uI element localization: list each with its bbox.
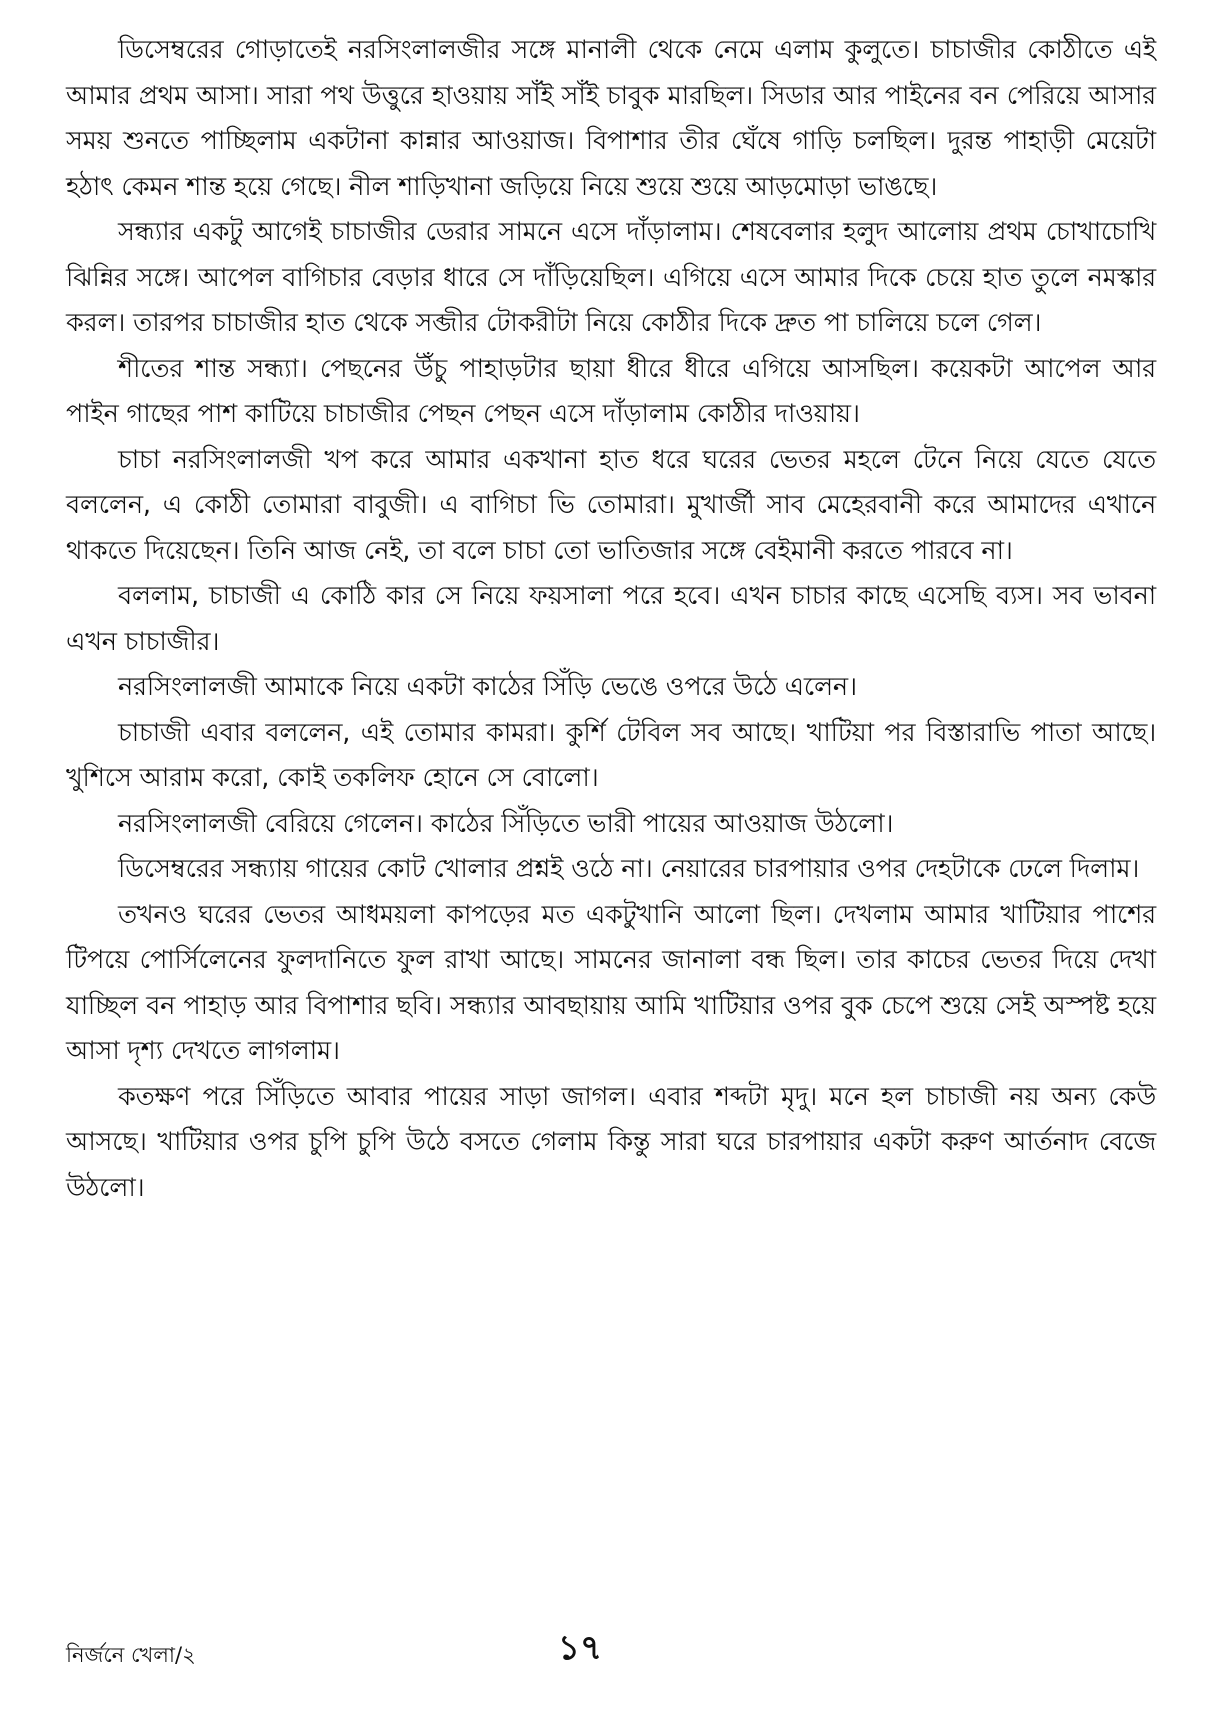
paragraph: চাচাজী এবার বললেন, এই তোমার কামরা। কুর্শি টেবিল সব আছে। খাটিয়া পর বিস্তারাভি পাতা আছে। খুশিসে আরাম করো, কোই তকলিফ হোনে সে বোলো। <box>66 717 1156 793</box>
paragraph: কতক্ষণ পরে সিঁড়িতে আবার পায়ের সাড়া জাগল। এবার শব্দটা মৃদু। মনে হল চাচাজী নয় অন্য কেউ আসছে। খাটিয়ার ওপর চুপি চুপি উঠে বসতে গেলাম কিন্তু সারা ঘরে চারপায়ার একটা করুণ আর্তনাদ বেজে উঠলো। <box>66 1081 1156 1203</box>
paragraph: ডিসেম্বরের গোড়াতেই নরসিংলালজীর সঙ্গে মানালী থেকে নেমে এলাম কুলুতে। চাচাজীর কোঠীতে এই আমার প্রথম আসা। সারা পথ উত্তুরে হাওয়ায় সাঁই সাঁই চাবুক মারছিল। সিডার আর পাইনের বন পেরিয়ে আসার সময় শুনতে পাচ্ছিলাম একটানা কান্নার আওয়াজ। বিপাশার তীর ঘেঁষে গাড়ি চলছিল। দুরন্ত পাহাড়ী মেয়েটা হঠাৎ কেমন শান্ত হয়ে গেছে। নীল শাড়িখানা জড়িয়ে নিয়ে শুয়ে শুয়ে আড়মোড়া ভাঙছে। <box>66 35 1156 202</box>
paragraph: নরসিংলালজী বেরিয়ে গেলেন। কাঠের সিঁড়িতে ভারী পায়ের আওয়াজ উঠলো। <box>118 808 894 839</box>
page-body <box>66 28 1156 1211</box>
paragraph: নরসিংলালজী আমাকে নিয়ে একটা কাঠের সিঁড়ি ভেঙে ওপরে উঠে এলেন। <box>118 672 857 702</box>
footer-book-title: নির্জনে খেলা/২ <box>66 1643 196 1667</box>
paragraph: তখনও ঘরের ভেতর আধময়লা কাপড়ের মত একটুখানি আলো ছিল। দেখলাম আমার খাটিয়ার পাশের টিপয়ে পোর্সিলেনের ফুলদানিতে ফুল রাখা আছে। সামনের জানালা বন্ধ ছিল। তার কাচের ভেতর দিয়ে দেখা যাচ্ছিল বন পাহাড় আর বিপাশার ছবি। সন্ধ্যার আবছায়ায় আমি খাটিয়ার ওপর বুক চেপে শুয়ে সেই অস্পষ্ট হয়ে আসা দৃশ্য দেখতে লাগলাম। <box>66 899 1156 1066</box>
paragraph: সন্ধ্যার একটু আগেই চাচাজীর ডেরার সামনে এসে দাঁড়ালাম। শেষবেলার হলুদ আলোয় প্রথম চোখাচোখি ঝিন্নির সঙ্গে। আপেল বাগিচার বেড়ার ধারে সে দাঁড়িয়েছিল। এগিয়ে এসে আমার দিকে চেয়ে হাত তুলে নমস্কার করল। তারপর চাচাজীর হাত থেকে সব্জীর টোকরীটা নিয়ে কোঠীর দিকে দ্রুত পা চালিয়ে চলে গেল। <box>66 217 1156 338</box>
page-number: ১৭ <box>557 1628 603 1668</box>
paragraph: শীতের শান্ত সন্ধ্যা। পেছনের উঁচু পাহাড়টার ছায়া ধীরে ধীরে এগিয়ে আসছিল। কয়েকটা আপেল আর পাইন গাছের পাশ কাটিয়ে চাচাজীর পেছন পেছন এসে দাঁড়ালাম কোঠীর দাওয়ায়। <box>66 353 1156 429</box>
paragraph: চাচা নরসিংলালজী খপ করে আমার একখানা হাত ধরে ঘরের ভেতর মহলে টেনে নিয়ে যেতে যেতে বললেন, এ কোঠী তোমারা বাবুজী। এ বাগিচা ভি তোমারা। মুখার্জী সাব মেহেরবানী করে আমাদের এখানে থাকতে দিয়েছেন। তিনি আজ নেই, তা বলে চাচা তো ভাতিজার সঙ্গে বেইমানী করতে পারবে না। <box>66 444 1156 566</box>
paragraph: ডিসেম্বরের সন্ধ্যায় গায়ের কোট খোলার প্রশ্নই ওঠে না। নেয়ারের চারপায়ার ওপর দেহটাকে ঢেলে দিলাম। <box>118 854 1140 884</box>
paragraph: বললাম, চাচাজী এ কোঠি কার সে নিয়ে ফয়সালা পরে হবে। এখন চাচার কাছে এসেছি ব্যস। সব ভাবনা এখন চাচাজীর। <box>66 581 1156 657</box>
